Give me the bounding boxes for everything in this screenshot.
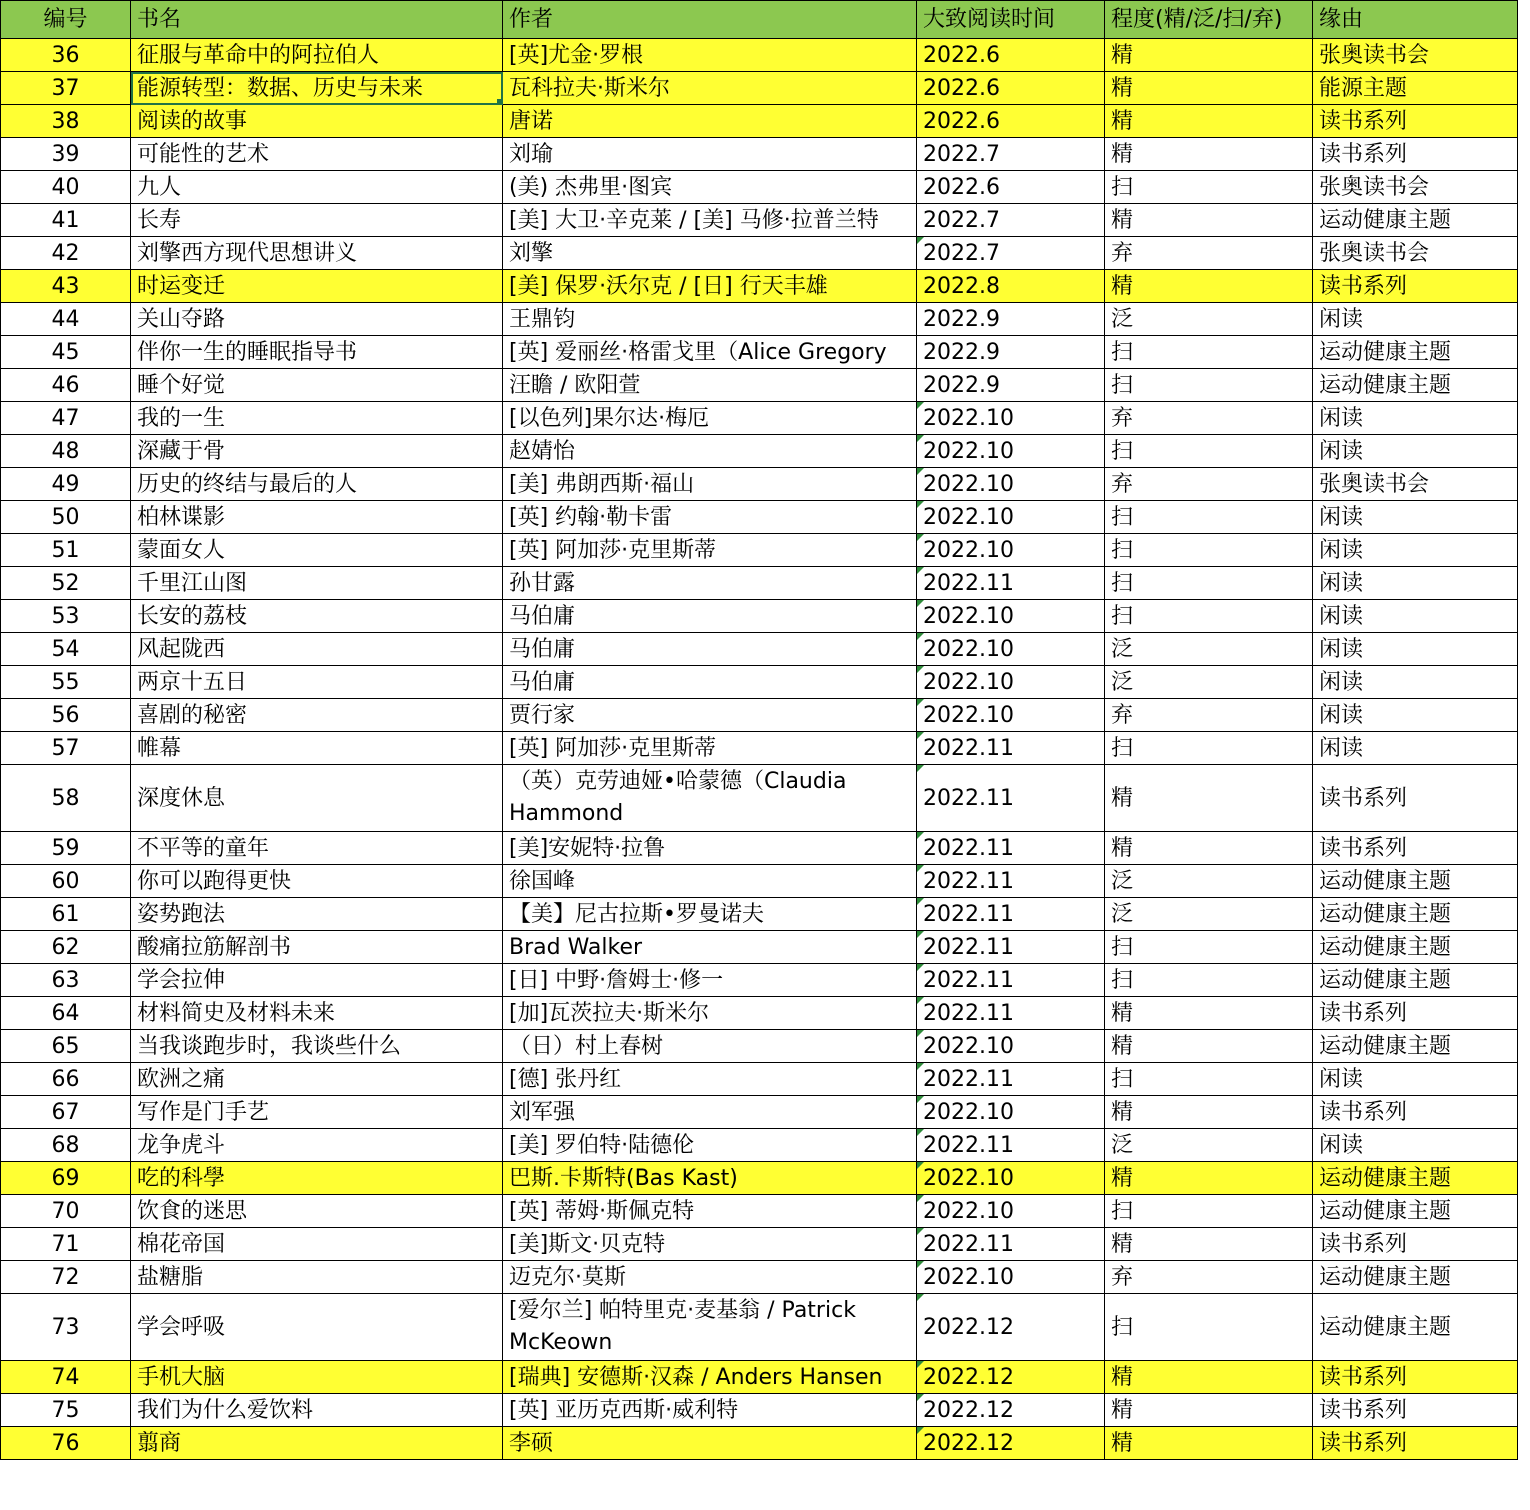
cell-id[interactable]: 40 <box>1 171 131 204</box>
table-row <box>1 1394 1518 1427</box>
cell-reason[interactable]: 运动健康主题 <box>1313 865 1518 898</box>
cell-time[interactable]: 2022.8 <box>917 270 1105 303</box>
table-row <box>1 72 1518 105</box>
cell-time[interactable]: 2022.10 <box>917 1030 1105 1063</box>
cell-id[interactable]: 43 <box>1 270 131 303</box>
cell-id[interactable]: 71 <box>1 1228 131 1261</box>
cell-level[interactable]: 精 <box>1105 997 1313 1030</box>
cell-author[interactable]: 迈克尔·莫斯 <box>503 1261 917 1294</box>
header-row <box>1 1 1518 39</box>
table-row <box>1 1228 1518 1261</box>
cell-id[interactable]: 56 <box>1 699 131 732</box>
cell-level[interactable]: 精 <box>1105 765 1313 832</box>
cell-time[interactable]: 2022.10 <box>917 1195 1105 1228</box>
cell-title[interactable]: 历史的终结与最后的人 <box>131 468 503 501</box>
cell-author[interactable]: 刘瑜 <box>503 138 917 171</box>
cell-level[interactable]: 泛 <box>1105 1129 1313 1162</box>
cell-level[interactable]: 泛 <box>1105 633 1313 666</box>
cell-time[interactable]: 2022.11 <box>917 898 1105 931</box>
cell-reason[interactable]: 读书系列 <box>1313 138 1518 171</box>
cell-time[interactable]: 2022.11 <box>917 1228 1105 1261</box>
cell-time[interactable]: 2022.9 <box>917 369 1105 402</box>
table-row <box>1 435 1518 468</box>
cell-title[interactable]: 风起陇西 <box>131 633 503 666</box>
cell-level[interactable]: 扫 <box>1105 534 1313 567</box>
table-row <box>1 1162 1518 1195</box>
cell-reason[interactable]: 读书系列 <box>1313 765 1518 832</box>
cell-reason[interactable]: 运动健康主题 <box>1313 369 1518 402</box>
header-cell-author[interactable]: 作者 <box>503 1 917 39</box>
cell-title[interactable]: 帷幕 <box>131 732 503 765</box>
cell-time[interactable]: 2022.10 <box>917 402 1105 435</box>
cell-reason[interactable]: 闲读 <box>1313 501 1518 534</box>
cell-time[interactable]: 2022.11 <box>917 1129 1105 1162</box>
cell-id[interactable]: 66 <box>1 1063 131 1096</box>
table-row <box>1 1030 1518 1063</box>
cell-time[interactable]: 2022.10 <box>917 600 1105 633</box>
cell-reason[interactable]: 运动健康主题 <box>1313 336 1518 369</box>
cell-time[interactable]: 2022.11 <box>917 931 1105 964</box>
cell-title[interactable]: 阅读的故事 <box>131 105 503 138</box>
cell-reason[interactable]: 运动健康主题 <box>1313 898 1518 931</box>
cell-id[interactable]: 58 <box>1 765 131 832</box>
cell-author[interactable]: 贾行家 <box>503 699 917 732</box>
cell-level[interactable]: 扫 <box>1105 600 1313 633</box>
cell-reason[interactable]: 读书系列 <box>1313 105 1518 138</box>
table-row <box>1 1294 1518 1361</box>
cell-level[interactable]: 扫 <box>1105 1294 1313 1361</box>
cell-author[interactable]: [美] 罗伯特·陆德伦 <box>503 1129 917 1162</box>
cell-reason[interactable]: 闲读 <box>1313 666 1518 699</box>
cell-id[interactable]: 59 <box>1 832 131 865</box>
cell-reason[interactable]: 读书系列 <box>1313 832 1518 865</box>
cell-id[interactable]: 39 <box>1 138 131 171</box>
table-row <box>1 1195 1518 1228</box>
cell-title[interactable]: 我们为什么爱饮料 <box>131 1394 503 1427</box>
cell-title[interactable]: 棉花帝国 <box>131 1228 503 1261</box>
cell-reason[interactable]: 运动健康主题 <box>1313 1162 1518 1195</box>
cell-reason[interactable]: 闲读 <box>1313 402 1518 435</box>
cell-id[interactable]: 37 <box>1 72 131 105</box>
cell-title[interactable]: 欧洲之痛 <box>131 1063 503 1096</box>
cell-time[interactable]: 2022.10 <box>917 666 1105 699</box>
cell-author[interactable]: [英] 阿加莎·克里斯蒂 <box>503 732 917 765</box>
cell-id[interactable]: 70 <box>1 1195 131 1228</box>
table-row <box>1 832 1518 865</box>
cell-level[interactable]: 精 <box>1105 1361 1313 1394</box>
cell-author[interactable]: 唐诺 <box>503 105 917 138</box>
cell-reason[interactable]: 闲读 <box>1313 1063 1518 1096</box>
cell-title[interactable]: 不平等的童年 <box>131 832 503 865</box>
table-row <box>1 633 1518 666</box>
table-row <box>1 534 1518 567</box>
cell-title[interactable]: 时运变迁 <box>131 270 503 303</box>
cell-time[interactable]: 2022.7 <box>917 237 1105 270</box>
table-row <box>1 303 1518 336</box>
cell-level[interactable]: 精 <box>1105 270 1313 303</box>
table-row <box>1 105 1518 138</box>
cell-title[interactable]: 两京十五日 <box>131 666 503 699</box>
cell-time[interactable]: 2022.10 <box>917 1261 1105 1294</box>
cell-author[interactable]: (美) 杰弗里·图宾 <box>503 171 917 204</box>
cell-time[interactable]: 2022.11 <box>917 964 1105 997</box>
table-row <box>1 1096 1518 1129</box>
cell-time[interactable]: 2022.11 <box>917 997 1105 1030</box>
cell-id[interactable]: 46 <box>1 369 131 402</box>
cell-time[interactable]: 2022.12 <box>917 1427 1105 1460</box>
cell-level[interactable]: 精 <box>1105 1096 1313 1129</box>
table-row <box>1 468 1518 501</box>
cell-reason[interactable]: 闲读 <box>1313 699 1518 732</box>
cell-author[interactable]: [英] 蒂姆·斯佩克特 <box>503 1195 917 1228</box>
cell-id[interactable]: 53 <box>1 600 131 633</box>
cell-author[interactable]: 刘军强 <box>503 1096 917 1129</box>
cell-reason[interactable]: 闲读 <box>1313 633 1518 666</box>
cell-id[interactable]: 44 <box>1 303 131 336</box>
table-row <box>1 997 1518 1030</box>
cell-title[interactable]: 柏林谍影 <box>131 501 503 534</box>
table-row <box>1 237 1518 270</box>
cell-title[interactable]: 千里江山图 <box>131 567 503 600</box>
cell-level[interactable]: 精 <box>1105 39 1313 72</box>
cell-title[interactable]: 盐糖脂 <box>131 1261 503 1294</box>
cell-title[interactable]: 写作是门手艺 <box>131 1096 503 1129</box>
cell-level[interactable]: 精 <box>1105 204 1313 237</box>
cell-reason[interactable]: 闲读 <box>1313 303 1518 336</box>
cell-reason[interactable]: 读书系列 <box>1313 1096 1518 1129</box>
cell-author[interactable]: [美] 弗朗西斯·福山 <box>503 468 917 501</box>
table-row <box>1 501 1518 534</box>
table-row <box>1 898 1518 931</box>
cell-title[interactable]: 材料简史及材料未来 <box>131 997 503 1030</box>
cell-id[interactable]: 75 <box>1 1394 131 1427</box>
cell-reason[interactable]: 张奥读书会 <box>1313 171 1518 204</box>
cell-time[interactable]: 2022.10 <box>917 435 1105 468</box>
cell-id[interactable]: 67 <box>1 1096 131 1129</box>
table-row <box>1 204 1518 237</box>
cell-title[interactable]: 能源转型：数据、历史与未来 <box>131 72 503 105</box>
cell-level[interactable]: 扫 <box>1105 964 1313 997</box>
cell-time[interactable]: 2022.11 <box>917 765 1105 832</box>
cell-time[interactable]: 2022.6 <box>917 105 1105 138</box>
cell-level[interactable]: 精 <box>1105 1030 1313 1063</box>
table-row <box>1 369 1518 402</box>
cell-author[interactable]: 瓦科拉夫·斯米尔 <box>503 72 917 105</box>
cell-level[interactable]: 泛 <box>1105 666 1313 699</box>
cell-id[interactable]: 42 <box>1 237 131 270</box>
cell-time[interactable]: 2022.11 <box>917 732 1105 765</box>
table-row <box>1 1063 1518 1096</box>
cell-title[interactable]: 你可以跑得更快 <box>131 865 503 898</box>
cell-level[interactable]: 扫 <box>1105 369 1313 402</box>
cell-reason[interactable]: 运动健康主题 <box>1313 931 1518 964</box>
cell-author[interactable]: [英] 约翰·勒卡雷 <box>503 501 917 534</box>
cell-time[interactable]: 2022.11 <box>917 865 1105 898</box>
cell-time[interactable]: 2022.10 <box>917 1162 1105 1195</box>
cell-id[interactable]: 60 <box>1 865 131 898</box>
cell-id[interactable]: 38 <box>1 105 131 138</box>
cell-level[interactable]: 精 <box>1105 1162 1313 1195</box>
cell-id[interactable]: 50 <box>1 501 131 534</box>
cell-level[interactable]: 弃 <box>1105 699 1313 732</box>
cell-author[interactable]: [日] 中野·詹姆士·修一 <box>503 964 917 997</box>
cell-level[interactable]: 扫 <box>1105 1063 1313 1096</box>
cell-level[interactable]: 精 <box>1105 105 1313 138</box>
cell-reason[interactable]: 读书系列 <box>1313 1394 1518 1427</box>
cell-title[interactable]: 当我谈跑步时，我谈些什么 <box>131 1030 503 1063</box>
cell-id[interactable]: 47 <box>1 402 131 435</box>
cell-reason[interactable]: 运动健康主题 <box>1313 1030 1518 1063</box>
cell-title[interactable]: 姿势跑法 <box>131 898 503 931</box>
cell-author[interactable]: [美] 大卫·辛克莱 / [美] 马修·拉普兰特 <box>503 204 917 237</box>
cell-time[interactable]: 2022.12 <box>917 1361 1105 1394</box>
cell-time[interactable]: 2022.6 <box>917 72 1105 105</box>
cell-id[interactable]: 41 <box>1 204 131 237</box>
cell-id[interactable]: 57 <box>1 732 131 765</box>
cell-author[interactable]: （英）克劳迪娅•哈蒙德（Claudia Hammond <box>503 765 917 832</box>
table-row <box>1 1129 1518 1162</box>
cell-id[interactable]: 49 <box>1 468 131 501</box>
table-row <box>1 270 1518 303</box>
cell-author[interactable]: 【美】尼古拉斯•罗曼诺夫 <box>503 898 917 931</box>
cell-id[interactable]: 68 <box>1 1129 131 1162</box>
table-row <box>1 964 1518 997</box>
cell-reason[interactable]: 闲读 <box>1313 600 1518 633</box>
cell-time[interactable]: 2022.10 <box>917 1096 1105 1129</box>
cell-author[interactable]: [美]安妮特·拉鲁 <box>503 832 917 865</box>
cell-level[interactable]: 扫 <box>1105 1195 1313 1228</box>
cell-level[interactable]: 扫 <box>1105 171 1313 204</box>
cell-title[interactable]: 手机大脑 <box>131 1361 503 1394</box>
cell-title[interactable]: 征服与革命中的阿拉伯人 <box>131 39 503 72</box>
cell-time[interactable]: 2022.7 <box>917 204 1105 237</box>
cell-time[interactable]: 2022.11 <box>917 1063 1105 1096</box>
cell-author[interactable]: 马伯庸 <box>503 600 917 633</box>
cell-level[interactable]: 精 <box>1105 832 1313 865</box>
table-row <box>1 699 1518 732</box>
cell-id[interactable]: 51 <box>1 534 131 567</box>
cell-author[interactable]: [德] 张丹红 <box>503 1063 917 1096</box>
cell-reason[interactable]: 读书系列 <box>1313 270 1518 303</box>
cell-level[interactable]: 弃 <box>1105 237 1313 270</box>
cell-author[interactable]: [瑞典] 安德斯·汉森 / Anders Hansen <box>503 1361 917 1394</box>
table-row <box>1 567 1518 600</box>
cell-title[interactable]: 睡个好觉 <box>131 369 503 402</box>
cell-author[interactable]: 赵婧怡 <box>503 435 917 468</box>
cell-level[interactable]: 弃 <box>1105 402 1313 435</box>
cell-author[interactable]: [爱尔兰] 帕特里克·麦基翁 / Patrick McKeown <box>503 1294 917 1361</box>
cell-time[interactable]: 2022.10 <box>917 699 1105 732</box>
cell-author[interactable]: 徐国峰 <box>503 865 917 898</box>
cell-id[interactable]: 61 <box>1 898 131 931</box>
cell-level[interactable]: 弃 <box>1105 468 1313 501</box>
cell-author[interactable]: [以色列]果尔达·梅厄 <box>503 402 917 435</box>
cell-title[interactable]: 深藏于骨 <box>131 435 503 468</box>
cell-level[interactable]: 扫 <box>1105 732 1313 765</box>
table-row <box>1 765 1518 832</box>
cell-title[interactable]: 蒙面女人 <box>131 534 503 567</box>
cell-title[interactable]: 刘擎西方现代思想讲义 <box>131 237 503 270</box>
cell-author[interactable]: [英] 阿加莎·克里斯蒂 <box>503 534 917 567</box>
cell-id[interactable]: 52 <box>1 567 131 600</box>
cell-reason[interactable]: 运动健康主题 <box>1313 964 1518 997</box>
cell-time[interactable]: 2022.10 <box>917 534 1105 567</box>
cell-id[interactable]: 65 <box>1 1030 131 1063</box>
cell-id[interactable]: 54 <box>1 633 131 666</box>
cell-author[interactable]: 马伯庸 <box>503 666 917 699</box>
cell-time[interactable]: 2022.12 <box>917 1394 1105 1427</box>
cell-reason[interactable]: 闲读 <box>1313 732 1518 765</box>
cell-title[interactable]: 学会呼吸 <box>131 1294 503 1361</box>
cell-id[interactable]: 45 <box>1 336 131 369</box>
header-cell-reason[interactable]: 缘由 <box>1313 1 1518 39</box>
cell-author[interactable]: 巴斯.卡斯特(Bas Kast) <box>503 1162 917 1195</box>
cell-title[interactable]: 饮食的迷思 <box>131 1195 503 1228</box>
cell-title[interactable]: 九人 <box>131 171 503 204</box>
cell-id[interactable]: 55 <box>1 666 131 699</box>
cell-level[interactable]: 泛 <box>1105 303 1313 336</box>
cell-title[interactable]: 喜剧的秘密 <box>131 699 503 732</box>
cell-reason[interactable]: 能源主题 <box>1313 72 1518 105</box>
cell-reason[interactable]: 读书系列 <box>1313 1228 1518 1261</box>
header-cell-title[interactable]: 书名 <box>131 1 503 39</box>
cell-time[interactable]: 2022.10 <box>917 468 1105 501</box>
cell-level[interactable]: 泛 <box>1105 865 1313 898</box>
cell-title[interactable]: 翦商 <box>131 1427 503 1460</box>
cell-author[interactable]: [美] 保罗·沃尔克 / [日] 行天丰雄 <box>503 270 917 303</box>
cell-level[interactable]: 扫 <box>1105 501 1313 534</box>
cell-id[interactable]: 73 <box>1 1294 131 1361</box>
cell-id[interactable]: 72 <box>1 1261 131 1294</box>
cell-time[interactable]: 2022.11 <box>917 567 1105 600</box>
cell-reason[interactable]: 闲读 <box>1313 435 1518 468</box>
cell-author[interactable]: （日）村上春树 <box>503 1030 917 1063</box>
table-row <box>1 402 1518 435</box>
cell-level[interactable]: 精 <box>1105 1228 1313 1261</box>
table-row <box>1 666 1518 699</box>
cell-author[interactable]: 刘擎 <box>503 237 917 270</box>
table-row <box>1 865 1518 898</box>
cell-time[interactable]: 2022.9 <box>917 336 1105 369</box>
cell-reason[interactable]: 闲读 <box>1313 1129 1518 1162</box>
cell-id[interactable]: 64 <box>1 997 131 1030</box>
table-row <box>1 138 1518 171</box>
cell-time[interactable]: 2022.7 <box>917 138 1105 171</box>
cell-reason[interactable]: 张奥读书会 <box>1313 237 1518 270</box>
cell-author[interactable]: [美]斯文·贝克特 <box>503 1228 917 1261</box>
cell-id[interactable]: 63 <box>1 964 131 997</box>
cell-title[interactable]: 可能性的艺术 <box>131 138 503 171</box>
cell-reason[interactable]: 闲读 <box>1313 567 1518 600</box>
table-body <box>1 39 1518 1460</box>
cell-author[interactable]: [英] 爱丽丝·格雷戈里（Alice Gregory <box>503 336 917 369</box>
cell-level[interactable]: 泛 <box>1105 898 1313 931</box>
table-row <box>1 1261 1518 1294</box>
cell-time[interactable]: 2022.11 <box>917 832 1105 865</box>
table-row <box>1 1427 1518 1460</box>
cell-id[interactable]: 69 <box>1 1162 131 1195</box>
cell-level[interactable]: 弃 <box>1105 1261 1313 1294</box>
cell-time[interactable]: 2022.6 <box>917 171 1105 204</box>
cell-id[interactable]: 74 <box>1 1361 131 1394</box>
cell-time[interactable]: 2022.12 <box>917 1294 1105 1361</box>
table-row <box>1 39 1518 72</box>
cell-level[interactable]: 扫 <box>1105 931 1313 964</box>
cell-author[interactable]: Brad Walker <box>503 931 917 964</box>
cell-level[interactable]: 扫 <box>1105 435 1313 468</box>
cell-reason[interactable]: 张奥读书会 <box>1313 468 1518 501</box>
table-row <box>1 732 1518 765</box>
cell-level[interactable]: 精 <box>1105 138 1313 171</box>
cell-id[interactable]: 36 <box>1 39 131 72</box>
cell-reason[interactable]: 运动健康主题 <box>1313 1261 1518 1294</box>
cell-reason[interactable]: 运动健康主题 <box>1313 1195 1518 1228</box>
cell-reason[interactable]: 运动健康主题 <box>1313 1294 1518 1361</box>
cell-level[interactable]: 精 <box>1105 72 1313 105</box>
header-cell-level[interactable]: 程度(精/泛/扫/弃) <box>1105 1 1313 39</box>
cell-time[interactable]: 2022.6 <box>917 39 1105 72</box>
cell-author[interactable]: 汪瞻 / 欧阳萱 <box>503 369 917 402</box>
cell-time[interactable]: 2022.9 <box>917 303 1105 336</box>
cell-author[interactable]: 李硕 <box>503 1427 917 1460</box>
cell-id[interactable]: 62 <box>1 931 131 964</box>
table-row <box>1 931 1518 964</box>
table-row <box>1 171 1518 204</box>
cell-title[interactable]: 关山夺路 <box>131 303 503 336</box>
cell-author[interactable]: 马伯庸 <box>503 633 917 666</box>
cell-title[interactable]: 我的一生 <box>131 402 503 435</box>
cell-reason[interactable]: 读书系列 <box>1313 1427 1518 1460</box>
cell-id[interactable]: 48 <box>1 435 131 468</box>
cell-author[interactable]: [英]尤金·罗根 <box>503 39 917 72</box>
table-row <box>1 336 1518 369</box>
cell-title[interactable]: 伴你一生的睡眠指导书 <box>131 336 503 369</box>
cell-id[interactable]: 76 <box>1 1427 131 1460</box>
cell-level[interactable]: 精 <box>1105 1394 1313 1427</box>
cell-reason[interactable]: 张奥读书会 <box>1313 39 1518 72</box>
cell-author[interactable]: 王鼎钧 <box>503 303 917 336</box>
cell-title[interactable]: 吃的科學 <box>131 1162 503 1195</box>
cell-title[interactable]: 深度休息 <box>131 765 503 832</box>
cell-title[interactable]: 龙争虎斗 <box>131 1129 503 1162</box>
cell-time[interactable]: 2022.10 <box>917 501 1105 534</box>
cell-level[interactable]: 精 <box>1105 1427 1313 1460</box>
cell-title[interactable]: 酸痛拉筋解剖书 <box>131 931 503 964</box>
header-cell-time[interactable]: 大致阅读时间 <box>917 1 1105 39</box>
cell-author[interactable]: [英] 亚历克西斯·威利特 <box>503 1394 917 1427</box>
header-cell-id[interactable]: 编号 <box>1 1 131 39</box>
cell-reason[interactable]: 运动健康主题 <box>1313 204 1518 237</box>
cell-title[interactable]: 学会拉伸 <box>131 964 503 997</box>
table-row <box>1 1361 1518 1394</box>
cell-title[interactable]: 长寿 <box>131 204 503 237</box>
cell-reason[interactable]: 读书系列 <box>1313 997 1518 1030</box>
table-row <box>1 600 1518 633</box>
cell-author[interactable]: [加]瓦茨拉夫·斯米尔 <box>503 997 917 1030</box>
cell-time[interactable]: 2022.10 <box>917 633 1105 666</box>
cell-title[interactable]: 长安的荔枝 <box>131 600 503 633</box>
cell-reason[interactable]: 闲读 <box>1313 534 1518 567</box>
cell-author[interactable]: 孙甘露 <box>503 567 917 600</box>
cell-reason[interactable]: 读书系列 <box>1313 1361 1518 1394</box>
cell-level[interactable]: 扫 <box>1105 336 1313 369</box>
cell-level[interactable]: 扫 <box>1105 567 1313 600</box>
